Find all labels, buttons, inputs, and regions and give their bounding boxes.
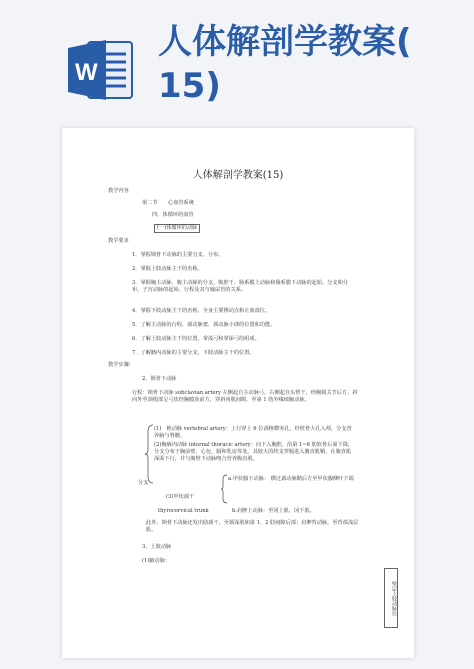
page-title-line1: 人体解剖学教案( bbox=[158, 22, 412, 62]
branch-label: 分支 bbox=[138, 480, 149, 486]
word-icon bbox=[66, 36, 136, 104]
requirements-label: 教学要求 bbox=[108, 238, 129, 244]
branch-internal-thoracic: (2)胸廓内动脉 internal thoracic artery：向下入胸腔，沿第 1~6 肋软骨后面下降，分支分布于胸前壁、心包、膈和乳房等处。其较大的终支穿膈进入腹直肌鞘，在腹直肌深面下行，并与腹壁下动脉吻合营养腹直肌。 bbox=[154, 442, 354, 462]
branch-vertebral: (1) 椎动脉 vertebral artery：上行穿上 6 位颈椎横突孔，经枕骨大孔入颅，分支营养脑与脊髓。 bbox=[154, 426, 352, 439]
axillary-artery: (1)腋动脉： bbox=[142, 558, 171, 564]
requirement-item: 1．掌握锁骨下动脉的主要分支、分布。 bbox=[132, 252, 224, 258]
requirement-item: 4．掌握下肢动脉主干的名称，全身主要搏动点和止血部位。 bbox=[132, 308, 271, 314]
content-label: 教学内容 bbox=[108, 188, 129, 194]
branch-thyrocervical-en: thyrocervical trunk bbox=[158, 508, 209, 514]
branch-thyrocervical: (3)甲状颈干 bbox=[166, 494, 195, 500]
step-heading: 3、上肢动脉 bbox=[142, 544, 172, 550]
brace-icon bbox=[220, 474, 228, 504]
branch-b: b.肩胛上动脉：至冈上肌、冈下肌。 bbox=[232, 508, 315, 514]
course-paragraph: 行程：锁骨下动脉 subclavian artery 左侧起自主动脉弓，右侧起自头臂干，经胸锁关节后方，斜向外至颈根部呈弓状经胸膜顶前方，穿斜角肌间隙，至第 1 肋外缘续腋动脉。 bbox=[132, 390, 358, 403]
branch-a-desc: 横过颈动脉鞘后方至甲状腺侧叶下端 bbox=[270, 476, 354, 482]
document-title: 人体解剖学教案(15) bbox=[192, 170, 284, 181]
branch-a-title: a.甲状腺下动脉： bbox=[228, 476, 270, 482]
section-title: 第二节 心血管系统 bbox=[142, 200, 194, 206]
requirement-item: 2．掌握上肢动脉主干的名称。 bbox=[132, 266, 203, 272]
step-heading: 2、锁骨下动脉 bbox=[142, 376, 177, 382]
side-note-box: 壁层上肢动脉住 bbox=[384, 568, 398, 628]
document-page bbox=[62, 128, 414, 658]
requirement-item: 5．了解主动脉的行程，颈动脉窦、颈动脉小球的位置和功能。 bbox=[132, 322, 276, 328]
svg-text:W: W bbox=[75, 59, 98, 86]
requirement-item: 6．了解上肢动脉主干的位置，掌浅弓和掌深弓的组成。 bbox=[132, 336, 260, 342]
other-branches: 此外，锁骨下动脉还发出肋颈干，至颈深肌和第 1、2 肋间隙后部；肩胛背动脉，至背部浅层肌。 bbox=[146, 520, 359, 533]
branch-a bbox=[228, 476, 354, 483]
requirement-item: 7．了解髂内动脉的主要分支，下肢动脉主干的位置。 bbox=[132, 350, 255, 356]
steps-label: 教学步骤： bbox=[108, 362, 134, 368]
brace-icon bbox=[144, 424, 154, 484]
boxed-heading: (一)体循环的动脉 bbox=[154, 224, 200, 233]
page-title-line2: 15) bbox=[158, 66, 221, 106]
header bbox=[0, 0, 474, 128]
subsection-title: 四、体循环的血管 bbox=[152, 212, 194, 218]
requirement-item: 3．掌握胸主动脉、腹主动脉的分支，腹腔干、肠系膜上动脉和肠系膜下动脉的起始、分支和分布，子宫动脉的起始、行程及其与输尿管的关系。 bbox=[132, 280, 348, 293]
